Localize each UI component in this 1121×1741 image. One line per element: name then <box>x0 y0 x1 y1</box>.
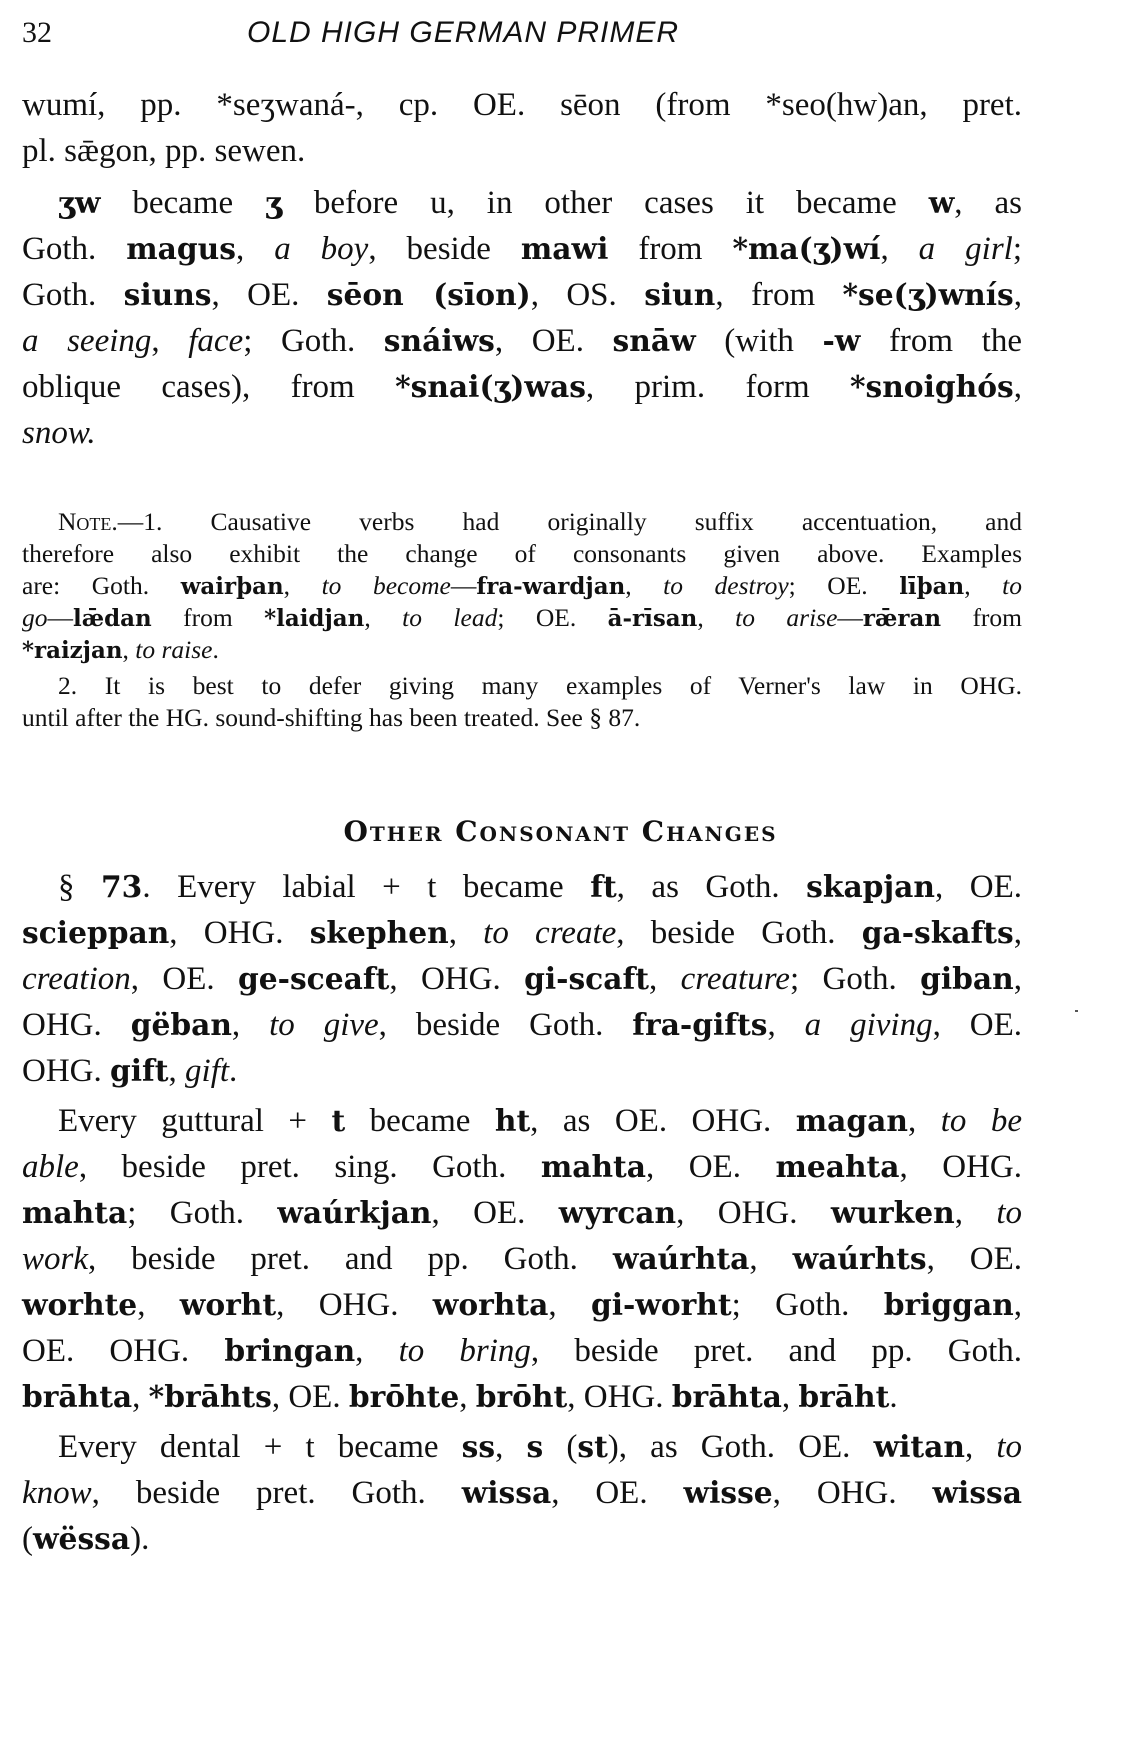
text: , <box>548 1287 591 1323</box>
term: -w <box>822 324 861 359</box>
term: worhta <box>432 1288 549 1323</box>
text: , OHG. <box>899 1149 1022 1185</box>
text: , beside <box>368 231 521 267</box>
text: , <box>137 1287 180 1323</box>
term: ss <box>461 1430 496 1465</box>
term: scieppan <box>22 916 170 951</box>
term: wisse <box>683 1476 773 1511</box>
text: Goth. <box>22 231 127 267</box>
text: , <box>283 571 322 600</box>
term: siun <box>644 278 716 313</box>
text: OE. OHG. <box>22 1333 225 1369</box>
text-line <box>22 1144 1022 1191</box>
term: wyrcan <box>558 1196 677 1231</box>
gloss: a boy <box>274 231 369 267</box>
text: , <box>625 571 664 600</box>
text-line <box>22 956 1022 1003</box>
text: OHG. <box>22 1053 110 1089</box>
text: , <box>364 603 403 632</box>
text: , OE. <box>932 1007 1023 1043</box>
text: , <box>697 603 736 632</box>
gloss: to give <box>269 1007 379 1043</box>
term: skapjan <box>806 870 935 905</box>
text-line <box>22 1374 1022 1421</box>
gloss: go <box>22 603 48 632</box>
text: until after the HG. sound-shifting has been treated. See § 87. <box>22 703 641 732</box>
text-line <box>22 1282 1022 1329</box>
text-line <box>58 864 1022 911</box>
term: mahta <box>22 1196 128 1231</box>
text-line <box>22 226 1022 273</box>
text: , OE. <box>211 277 327 313</box>
gloss: creature <box>680 961 790 997</box>
page-number: 32 <box>22 16 52 49</box>
term: ft <box>590 870 617 905</box>
text: , beside Goth. <box>616 915 862 951</box>
text: became <box>345 1103 495 1139</box>
text: ; Goth. <box>243 323 384 359</box>
text: 2. It is best to defer giving many examples of Verner's law in OHG. <box>58 671 1022 700</box>
text: , as Goth. <box>616 869 807 905</box>
text-line <box>22 1002 1022 1049</box>
gloss: a seeing <box>22 323 152 359</box>
print-speck <box>1075 1010 1078 1012</box>
text-line <box>22 410 1022 456</box>
text: , OHG. <box>169 915 310 951</box>
gloss: know <box>22 1475 92 1511</box>
gloss: to lead <box>402 603 498 632</box>
text: , <box>1013 961 1023 997</box>
term: snáiws <box>383 324 495 359</box>
term: ga-skafts <box>861 916 1014 951</box>
gloss: to arise <box>735 603 838 632</box>
text: — <box>450 571 477 600</box>
text: , OE. <box>551 1475 684 1511</box>
text: . Every labial + t became <box>142 869 591 905</box>
text: , OE. <box>271 1379 349 1415</box>
note-label: Note <box>58 507 112 536</box>
text: , <box>964 571 1003 600</box>
text: , OHG. <box>276 1287 433 1323</box>
term: lǣdan <box>73 605 152 632</box>
term: t <box>331 1104 346 1139</box>
text: , OE. <box>494 323 613 359</box>
text: . <box>229 1053 238 1089</box>
text-line <box>22 1190 1022 1237</box>
term: brōhte <box>348 1380 460 1415</box>
note-line <box>22 538 1022 570</box>
gloss: to destroy <box>663 571 789 600</box>
gloss: creation <box>22 961 131 997</box>
text: — <box>837 603 863 632</box>
text: , beside pret. sing. Goth. <box>78 1149 541 1185</box>
text: , as OE. OHG. <box>530 1103 796 1139</box>
term: wurken <box>830 1196 955 1231</box>
term: briggan <box>883 1288 1014 1323</box>
gloss: face <box>188 323 244 359</box>
text: , beside pret. and pp. Goth. <box>88 1241 613 1277</box>
text: , OHG. <box>567 1379 672 1415</box>
term: wissa <box>461 1476 552 1511</box>
term: ʒw <box>58 186 101 221</box>
text-line <box>22 1470 1022 1517</box>
text: , <box>767 1007 805 1043</box>
text-line <box>22 1328 1022 1375</box>
term: skephen <box>309 916 449 951</box>
text-line <box>22 364 1022 411</box>
term: ā-rīsan <box>607 605 698 632</box>
term: mahta <box>540 1150 646 1185</box>
text: § <box>58 869 101 905</box>
text: , beside pret. Goth. <box>91 1475 462 1511</box>
term: *ma(ʒ)wí <box>732 232 881 267</box>
term: gi-worht <box>590 1288 732 1323</box>
text: , <box>1013 1287 1023 1323</box>
text: from <box>608 231 733 267</box>
text: , OHG. <box>389 961 525 997</box>
text: , <box>749 1241 793 1277</box>
text: oblique cases), from <box>22 369 396 405</box>
gloss: to bring <box>398 1333 531 1369</box>
text: ; OE. <box>497 603 608 632</box>
text: ( <box>543 1429 578 1465</box>
term: meahta <box>775 1150 900 1185</box>
page-header <box>22 14 1022 54</box>
section-heading: Other Consonant Changes <box>343 815 778 848</box>
term: waúrhts <box>792 1242 927 1277</box>
text: , <box>1013 277 1022 313</box>
text: , <box>355 1333 399 1369</box>
gloss: to <box>1002 571 1022 600</box>
term: līþan <box>899 573 965 600</box>
text: , OE. <box>926 1241 1023 1277</box>
gloss: a girl <box>918 231 1013 267</box>
text: , <box>122 635 136 664</box>
text: , <box>648 961 681 997</box>
text: , <box>1013 915 1022 951</box>
term: gi-scaft <box>524 962 649 997</box>
text: , beside pret. and pp. Goth. <box>530 1333 1022 1369</box>
gloss: to be <box>940 1103 1022 1139</box>
term: *laidjan <box>264 605 365 632</box>
text: , <box>448 915 484 951</box>
text: , <box>781 1379 799 1415</box>
term: wairþan <box>180 573 284 600</box>
text: ; <box>1012 231 1023 267</box>
term: s <box>526 1430 544 1465</box>
text: before u, in other cases it became <box>281 185 929 221</box>
term: st <box>577 1430 608 1465</box>
text-line <box>22 910 1022 957</box>
gloss: to <box>996 1429 1023 1465</box>
text: , as <box>954 185 1022 221</box>
text: , OE. <box>935 869 1022 905</box>
term: magan <box>795 1104 908 1139</box>
term: magus <box>126 232 236 267</box>
text: , <box>495 1429 527 1465</box>
text: are: Goth. <box>22 571 181 600</box>
text: , <box>168 1053 186 1089</box>
text: ; OE. <box>788 571 900 600</box>
line-text: pl. sǣgon, pp. sewen. <box>22 133 306 169</box>
term: brāhta <box>671 1380 782 1415</box>
gloss: work <box>22 1241 88 1277</box>
text: ; Goth. <box>789 961 921 997</box>
note-line <box>22 570 1022 603</box>
term: worht <box>179 1288 277 1323</box>
text: .—1. Causative verbs had originally suffix accentuation, and <box>111 507 1022 536</box>
text: ), as Goth. OE. <box>607 1429 874 1465</box>
term: bringan <box>224 1334 356 1369</box>
term: mawi <box>520 232 609 267</box>
text: , OE. <box>431 1195 559 1231</box>
text: from <box>941 603 1023 632</box>
text-line <box>22 1048 1022 1095</box>
text: , OS. <box>530 277 645 313</box>
text: , <box>151 323 189 359</box>
text-line <box>22 318 1022 365</box>
text: , OE. <box>130 961 238 997</box>
gloss: gift <box>185 1053 230 1089</box>
term: fra-gifts <box>632 1008 768 1043</box>
text-line <box>58 180 1022 227</box>
text: , from <box>715 277 843 313</box>
running-title: OLD HIGH GERMAN PRIMER <box>247 16 680 49</box>
term: siuns <box>123 278 212 313</box>
text: — <box>47 603 73 632</box>
text-line <box>22 1236 1022 1283</box>
term: worhte <box>22 1288 138 1323</box>
text: . <box>212 635 219 664</box>
term: gift <box>110 1054 169 1089</box>
text: , beside Goth. <box>378 1007 633 1043</box>
term: waúrhta <box>612 1242 750 1277</box>
text: (with <box>695 323 823 359</box>
text: , <box>908 1103 941 1139</box>
term: wissa <box>932 1476 1022 1511</box>
gloss: a giving <box>804 1007 933 1043</box>
term: ʒ <box>265 186 282 221</box>
text-line <box>58 1098 1022 1145</box>
text: , <box>964 1429 997 1465</box>
text-line <box>22 1516 1022 1563</box>
term: w <box>928 186 955 221</box>
term: wëssa <box>33 1522 131 1557</box>
term: *snai(ʒ)was <box>395 370 586 405</box>
text: , <box>954 1195 997 1231</box>
text: , prim. form <box>585 369 850 405</box>
term: *se(ʒ)wnís <box>842 278 1014 313</box>
gloss: snow. <box>22 415 96 451</box>
term: snāw <box>612 324 696 359</box>
term: fra-wardjan <box>476 573 626 600</box>
gloss: to become <box>321 571 451 600</box>
text: from <box>151 603 265 632</box>
text: , OHG. <box>676 1195 831 1231</box>
term: waúrkjan <box>277 1196 432 1231</box>
term: sēon (sīon) <box>326 278 531 313</box>
text: ( <box>22 1521 33 1557</box>
text-line <box>22 128 1022 174</box>
term: brōht <box>475 1380 568 1415</box>
text-line <box>58 1424 1022 1471</box>
text: Goth. <box>22 277 124 313</box>
text: Every dental + t became <box>58 1429 462 1465</box>
text: ; Goth. <box>731 1287 884 1323</box>
term: witan <box>873 1430 965 1465</box>
term: giban <box>920 962 1014 997</box>
note-line <box>22 602 1022 635</box>
text: , <box>459 1379 476 1415</box>
line-text: wumí, pp. *seʒwaná-, cp. OE. sēon (from *seo(hw)an, pret. <box>22 87 1022 123</box>
term: *raizjan <box>22 637 123 664</box>
gloss: to raise <box>135 635 213 664</box>
text-line <box>22 82 1022 128</box>
note-line <box>22 702 1022 734</box>
text: ). <box>130 1521 150 1557</box>
term: brāhta <box>22 1380 133 1415</box>
gloss: able <box>22 1149 79 1185</box>
term: ge-sceaft <box>237 962 390 997</box>
text: OHG. <box>22 1007 131 1043</box>
text: . <box>889 1379 898 1415</box>
text-line <box>22 272 1022 319</box>
gloss: to <box>996 1195 1022 1231</box>
text: , <box>880 231 919 267</box>
term: *snoighós <box>849 370 1014 405</box>
text: , OHG. <box>772 1475 933 1511</box>
text: from the <box>860 323 1022 359</box>
text: , <box>235 231 275 267</box>
note-line <box>58 670 1022 702</box>
text: , <box>1013 369 1022 405</box>
note-line <box>22 634 1022 667</box>
note-line <box>58 506 1022 538</box>
gloss: to create <box>483 915 617 951</box>
text: became <box>100 185 266 221</box>
text: therefore also exhibit the change of consonants given above. Examples <box>22 539 1022 568</box>
text: , <box>132 1379 149 1415</box>
text: , <box>231 1007 270 1043</box>
term: rǣran <box>862 605 941 632</box>
text: Every guttural + <box>58 1103 332 1139</box>
term: gëban <box>130 1008 232 1043</box>
text: ; Goth. <box>127 1195 278 1231</box>
text: , OE. <box>646 1149 776 1185</box>
term: brāht <box>798 1380 890 1415</box>
section-number: 73 <box>101 870 143 905</box>
term: ht <box>494 1104 531 1139</box>
term: *brāhts <box>148 1380 272 1415</box>
